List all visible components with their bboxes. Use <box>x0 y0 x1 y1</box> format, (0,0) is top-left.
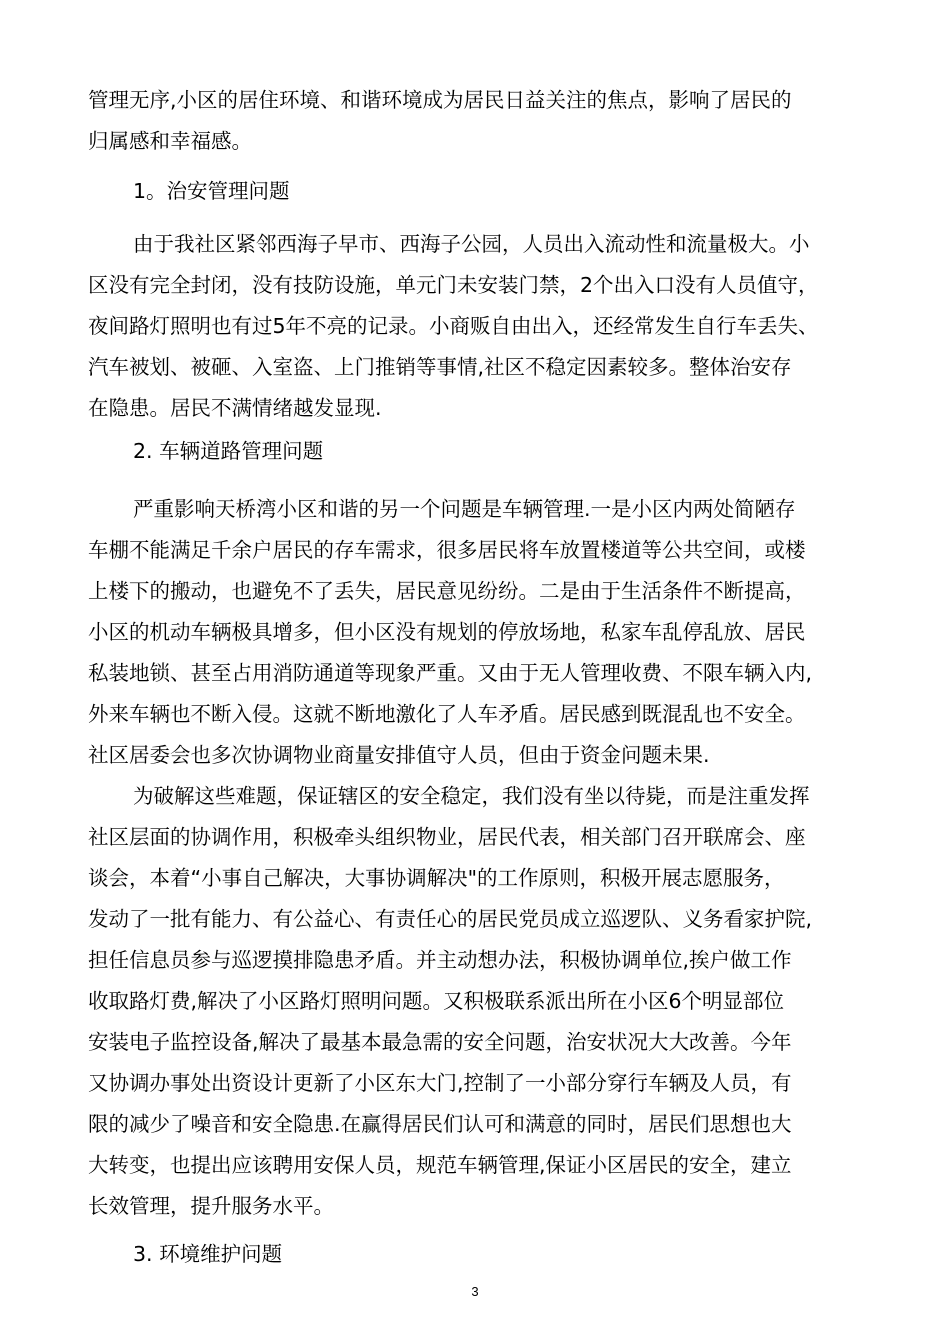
section-2-para1-line: 上楼下的搬动，也避免不了丢失，居民意见纷纷。二是由于生活条件不断提高， <box>88 579 806 603</box>
section-3-heading: 3. 环境维护问题 <box>133 1242 283 1266</box>
section-1-line: 在隐患。居民不满情绪越发显现. <box>88 396 382 420</box>
section-1-heading: 1。治安管理问题 <box>133 179 290 203</box>
section-1-line: 区没有完全封闭，没有技防设施，单元门未安装门禁，2个出入口没有人员值守， <box>88 273 819 297</box>
section-2-para2-line: 为破解这些难题，保证辖区的安全稳定，我们没有坐以待毙，而是注重发挥 <box>133 784 810 808</box>
section-2-para2-line: 长效管理，提升服务水平。 <box>88 1194 334 1218</box>
section-2-para2-line: 谈会，本着“小事自己解决，大事协调解决"的工作原则，积极开展志愿服务， <box>88 866 785 890</box>
section-2-heading: 2. 车辆道路管理问题 <box>133 439 324 463</box>
section-1-line: 汽车被划、被砸、入室盗、上门推销等事情,社区不稳定因素较多。整体治安存 <box>88 355 792 379</box>
page-number: 3 <box>471 1284 479 1299</box>
section-2-para2-line: 担任信息员参与巡逻摸排隐患矛盾。并主动想办法，积极协调单位,挨户做工作 <box>88 948 792 972</box>
intro-line: 归属感和幸福感。 <box>88 129 252 153</box>
section-2-para2-line: 限的减少了噪音和安全隐患.在赢得居民们认可和满意的同时，居民们思想也大 <box>88 1112 792 1136</box>
section-2-para1-line: 车棚不能满足千余户居民的存车需求，很多居民将车放置楼道等公共空间，或楼 <box>88 538 806 562</box>
section-2-para1-line: 外来车辆也不断入侵。这就不断地激化了人车矛盾。居民感到既混乱也不安全。 <box>88 702 806 726</box>
section-2-para2-line: 又协调办事处出资设计更新了小区东大门,控制了一小部分穿行车辆及人员，有 <box>88 1071 792 1095</box>
section-2-para1-line: 私装地锁、甚至占用消防通道等现象严重。又由于无人管理收费、不限车辆入内, <box>88 661 813 685</box>
section-2-para1-line: 小区的机动车辆极具增多，但小区没有规划的停放场地，私家车乱停乱放、居民 <box>88 620 806 644</box>
section-2-para2-line: 大转变，也提出应该聘用安保人员，规范车辆管理,保证小区居民的安全，建立 <box>88 1153 792 1177</box>
section-2-para1-line: 严重影响天桥湾小区和谐的另一个问题是车辆管理.一是小区内两处简陋存 <box>133 497 796 521</box>
section-1-line: 由于我社区紧邻西海子早市、西海子公园，人员出入流动性和流量极大。小 <box>133 232 810 256</box>
section-2-para1-line: 社区居委会也多次协调物业商量安排值守人员，但由于资金问题未果. <box>88 743 710 767</box>
section-2-para2-line: 收取路灯费,解决了小区路灯照明问题。又积极联系派出所在小区6个明显部位 <box>88 989 785 1013</box>
intro-line: 管理无序,小区的居住环境、和谐环境成为居民日益关注的焦点，影响了居民的 <box>88 88 792 112</box>
section-2-para2-line: 安装电子监控设备,解决了最基本最急需的安全问题，治安状况大大改善。今年 <box>88 1030 792 1054</box>
section-2-para2-line: 发动了一批有能力、有公益心、有责任心的居民党员成立巡逻队、义务看家护院, <box>88 907 813 931</box>
section-1-line: 夜间路灯照明也有过5年不亮的记录。小商贩自由出入，还经常发生自行车丢失、 <box>88 314 819 338</box>
section-2-para2-line: 社区层面的协调作用，积极牵头组织物业，居民代表，相关部门召开联席会、座 <box>88 825 806 849</box>
